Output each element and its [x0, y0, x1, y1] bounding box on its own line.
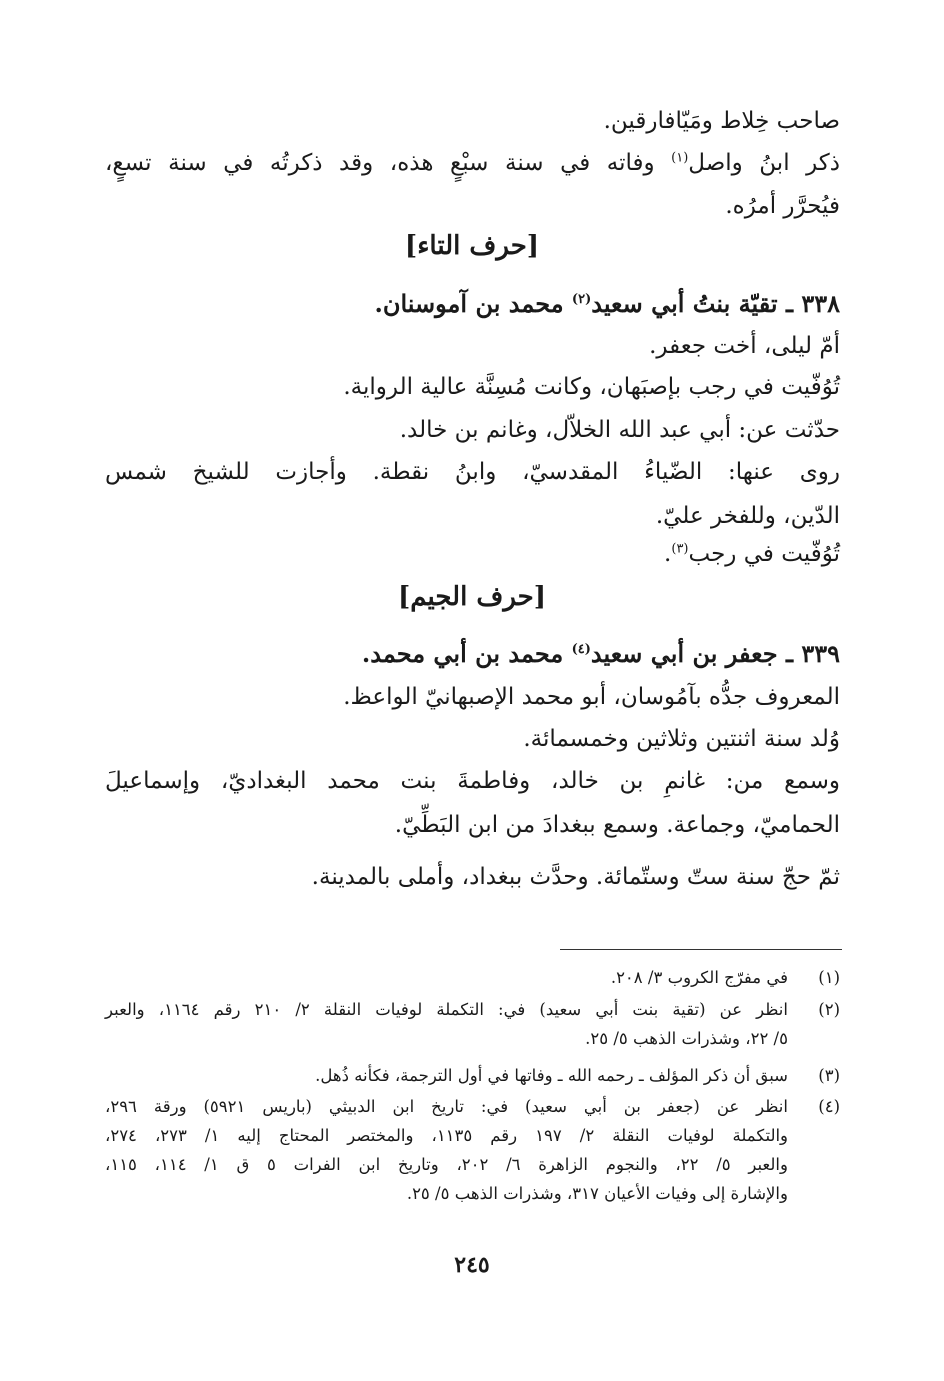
text-line: تُوُفّيت في رجب بإصبَهان، وكانت مُسِنَّة عالية الرواية. — [343, 374, 840, 400]
footnote-ref: (٤) — [571, 642, 591, 657]
section-heading-jim: [حرف الجيم] — [397, 582, 547, 612]
footnote-1 — [105, 963, 840, 992]
text-line: وُلد سنة اثنتين وثلاثين وخمسمائة. — [523, 726, 840, 752]
text-line: فيُحرَّر أمرُه. — [725, 193, 840, 219]
text-line: المعروف جدُّه بآمُوسان، أبو محمد الإصبهانيّ الواعظ. — [343, 684, 840, 710]
text-line: حدّثت عن: أبي عبد الله الخلاّل، وغانم بن خالد. — [399, 417, 840, 443]
text-line: أمّ ليلى، أخت جعفر. — [649, 333, 840, 359]
footnote-text: في مفرّج الكروب ٣/ ٢٠٨. — [610, 968, 788, 987]
footnote-number: (١) — [818, 968, 840, 987]
footnote-text: انظر عن (جعفر بن أبي سعيد) في: تاريخ ابن الدبيثي (باريس ٥٩٢١) ورقة ٢٩٦، والتكملة لوفيات النقلة ٢/ ١٩٧ رقم ١١٣٥، والمختصر المحتاج إليه ١/ ٢٧٣، ٢٧٤، والعبر ٥/ ٢٢، والنجوم الزاهرة ٦/ ٢٠٢، وتاريخ ابن الفرات ٥ ق ١/ ١١٤، ١١٥، والإشارة إلى وفيات الأعيان ٣١٧، وشذرات الذهب ٥/ ٢٥. — [105, 1097, 789, 1203]
footnote-ref: (٢) — [571, 292, 592, 307]
entry-title-338: ٣٣٨ ـ تقيّة بنتُ أبي سعيد$^{(٢)}$ محمد بن آموسنان. — [374, 289, 840, 318]
text-line: الدّين، وللفخر عليّ. — [655, 503, 840, 529]
text-line: ذكر ابنُ واصل$^{(١)}$ وفاته في سنة سبْعٍ هذه، وقد ذكرتُه في سنة تسعٍ، — [105, 150, 841, 176]
entry-title-339: ٣٣٩ ـ جعفر بن أبي سعيد$^{(٤)}$ محمد بن أبي محمد. — [361, 639, 840, 668]
footnote-number: (٣) — [818, 1066, 840, 1085]
footnote-text: سبق أن ذكر المؤلف ـ رحمه الله ـ وفاتها في أول الترجمة، فكأنه ذُهل. — [315, 1066, 788, 1085]
footnote-text: انظر عن (تقية بنت أبي سعيد) في: التكملة لوفيات النقلة ٢/ ٢١٠ رقم ١١٦٤، والعبر ٥/ ٢٢، وشذرات الذهب ٥/ ٢٥. — [105, 1000, 788, 1048]
text-line: ثمّ حجّ سنة ستّ وستّمائة. وحدَّث ببغداد، وأملى بالمدينة. — [311, 864, 840, 890]
footnote-ref: (٣) — [671, 541, 689, 557]
footnote-number: (٢) — [818, 1000, 840, 1019]
footnote-4 — [105, 1092, 840, 1208]
footnote-3 — [105, 1061, 840, 1090]
text-line: صاحب خِلاط ومَيّافارقين. — [603, 108, 840, 134]
page-number: ٢٤٥ — [454, 1252, 490, 1278]
footnote-number: (٤) — [818, 1097, 840, 1116]
footnote-ref: (١) — [671, 150, 689, 166]
text-line: وسمع من: غانمِ بن خالد، وفاطمةَ بنت محمد البغداديّ، وإسماعيلَ — [105, 768, 840, 794]
section-heading-ta: [حرف التاء] — [404, 231, 540, 261]
text-line: روى عنها: الضّياءُ المقدسيّ، وابنُ نقطة. وأجازت للشيخ شمس — [105, 459, 840, 485]
footnote-separator — [560, 949, 842, 950]
text-line: الحماميّ، وجماعة. وسمع ببغدادَ من ابن البَطِّيّ. — [394, 812, 840, 838]
text-line: تُوُفّيت في رجب$^{(٣)}$. — [664, 541, 840, 567]
footnote-2 — [105, 995, 840, 1053]
